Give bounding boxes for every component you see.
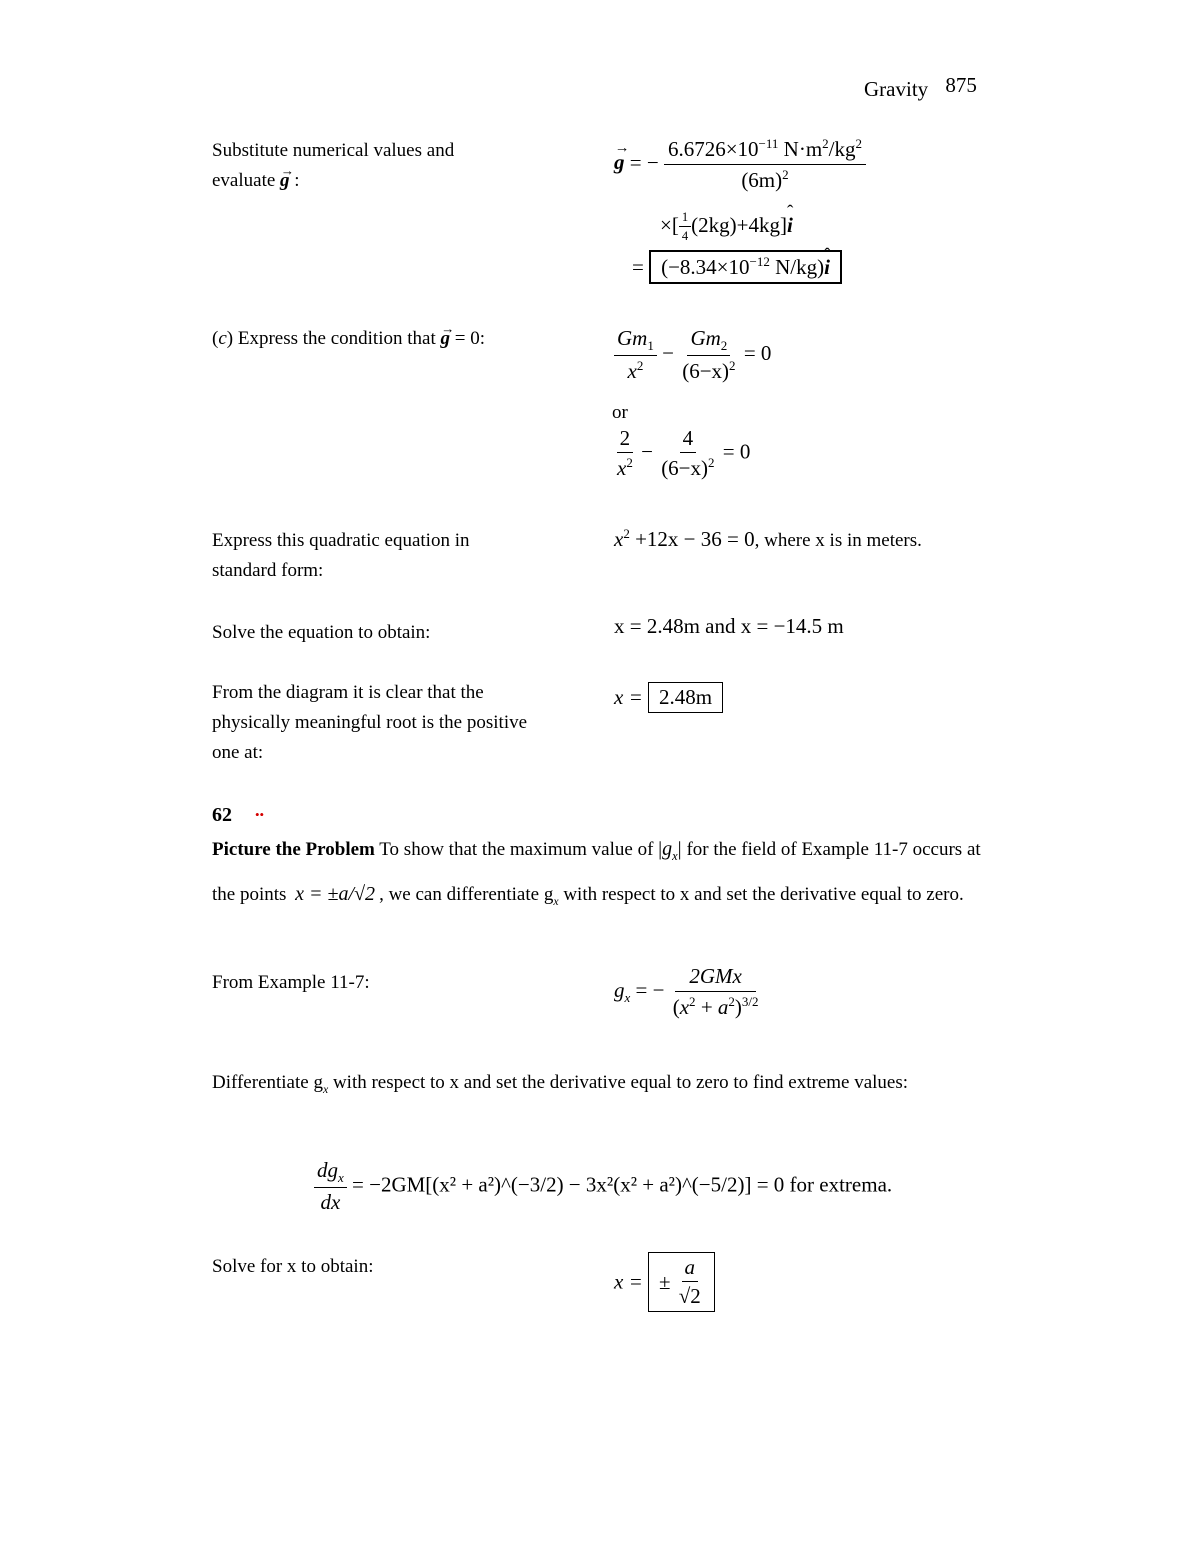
i-hat-symbol: ˆ i xyxy=(824,255,830,280)
one-quarter-fraction: $\frac{1}{4}$ xyxy=(679,210,691,244)
condition-equation-1: $\frac{Gm_1}{x^2}$ − $\frac{Gm_2}{(6-x)^2}$ = 0 xyxy=(614,326,771,384)
difficulty-marker: •• xyxy=(255,807,265,822)
differentiate-instruction: Differentiate $g_x$ with respect to x and set the derivative equal to zero to find extreme values: xyxy=(212,1072,909,1096)
extrema-points: x = ±a/√2 xyxy=(295,883,376,905)
i-hat-symbol: ˆ i xyxy=(787,213,793,238)
physical-root-equation: x = 2.48m xyxy=(614,682,723,713)
final-answer-equation: x = ± $\frac{a}{√2}$ xyxy=(614,1252,715,1312)
quadratic-equation: $x^2 +12x - 36 = 0$, where x is in meters. xyxy=(614,526,922,551)
g-result-box: ($-8.34\times 10^{-12}$ N/kg)ˆ i xyxy=(649,250,842,284)
solve-for-x-instruction: Solve for x to obtain: xyxy=(212,1256,374,1277)
quadratic-instruction: Express this quadratic equation in standard form: xyxy=(212,530,470,581)
g-vector-symbol: → g xyxy=(280,166,290,196)
section-title: Gravity xyxy=(864,77,929,101)
times-bracket-line: ×[ $\frac{1}{4}$ (2kg)+4kg]ˆ i xyxy=(660,210,793,244)
gx-equation: $g_x$ = − $\frac{\text{2GMx}}{(x^2 + a^2)^{3/2}}$ xyxy=(614,964,759,1019)
solve-instruction: Solve the equation to obtain: xyxy=(212,622,431,643)
substitute-instruction: Substitute numerical values and evaluate → g : xyxy=(212,136,512,196)
g-fraction: $\frac{6.6726\times 10^{-11} N\cdot m^2/kg^2}{(6m)^2}$ xyxy=(664,136,866,193)
from-example-label: From Example 11-7: xyxy=(212,972,370,993)
g-substitution-equation: → g = − $\frac{6.6726\times 10^{-11} N\cdot m^2/kg^2}{(6m)^2}$ xyxy=(614,136,866,193)
abs-gx-symbol: $|g_x|$ xyxy=(658,838,682,863)
running-header xyxy=(864,74,977,104)
roots-equation: x = 2.48m and x = −14.5 m xyxy=(614,614,844,638)
g-vector-symbol: → g xyxy=(440,324,450,354)
or-connector: or xyxy=(612,402,628,423)
g-vector-symbol: → g xyxy=(614,150,625,175)
physical-root-box: 2.48m xyxy=(648,682,723,713)
g-result-line: = ($-8.34\times 10^{-12}$ N/kg)ˆ i xyxy=(632,250,842,284)
page-number: 875 xyxy=(945,73,977,97)
picture-the-problem: Picture the Problem To show that the maximum value of $|g_x|$ for the field of Example 11-7 occurs at the points x = ±a/√2 , we can differentiate $g_x$ with respect to x and set the derivative equal to zero. xyxy=(212,838,981,908)
condition-equation-2: $\frac{2}{x^2}$ − $\frac{4}{(6-x)^2}$ = 0 xyxy=(617,426,751,480)
condition-instruction: (c) Express the condition that → g = 0: xyxy=(212,324,485,354)
physical-root-instruction: From the diagram it is clear that the physically meaningful root is the positive one at: xyxy=(212,682,528,763)
derivative-equation: $\frac{dg_x}{dx}$ = −2GM[(x² + a²)^(−3/2) − 3x²(x² + a²)^(−5/2)] = 0 for extrema. xyxy=(314,1158,892,1215)
final-answer-box: ± $\frac{a}{√2}$ xyxy=(648,1252,715,1312)
problem-number: 62 •• xyxy=(212,804,265,826)
